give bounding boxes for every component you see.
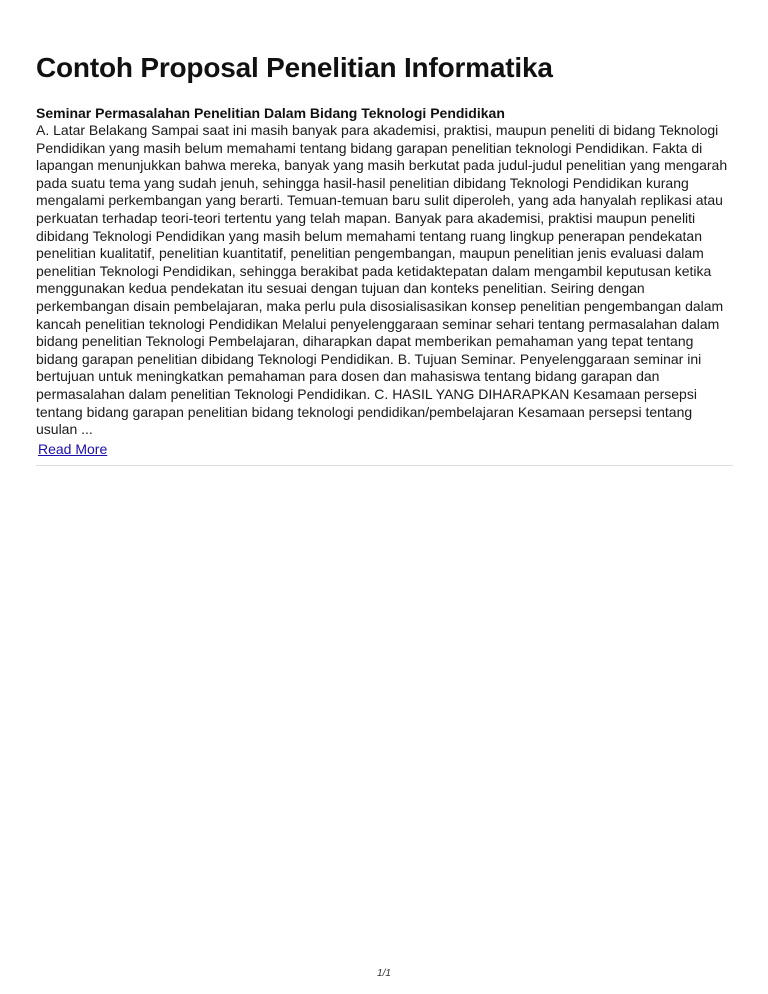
article-entry [36, 104, 733, 459]
article-divider [36, 465, 733, 466]
document-title: Contoh Proposal Penelitian Informatika [36, 52, 553, 83]
page-number: 1/1 [377, 968, 391, 979]
read-more-link[interactable]: Read More [38, 440, 108, 457]
article-body: A. Latar Belakang Sampai saat ini masih banyak para akademisi, praktisi, maupun peneliti di bidang Teknologi Pendidikan yang masih belum memahami tentang bidang garapan penelitian teknologi Pendidikan. Fakta di lapangan menunjukkan bahwa mereka, banyak yang masih berkutat pada judul-judul penelitian yang mengarah pada suatu tema yang sudah jenuh, sehingga hasil-hasil penelitian dibidang Teknologi Pendidikan kurang mengalami perkembangan yang berarti. Temuan-temuan baru sulit diperoleh, yang ada hanyalah replikasi atau perkuatan terhadap teori-teori tertentu yang telah mapan. Banyak para akademisi, praktisi maupun peneliti dibidang Teknologi Pendidikan yang masih belum memahami tentang ruang lingkup penerapan pendekatan penelitian kualitatif, penelitian kuantitatif, penelitian pengembangan, maupun penelitian jenis evaluasi dalam penelitian Teknologi Pendidikan, sehingga berakibat pada ketidaktepatan dalam mengambil keputusan ketika menggunakan kedua pendekatan itu sesuai dengan tujuan dan konteks penelitian. Seiring dengan perkembangan disain pembelajaran, maka perlu pula disosialisasikan konsep penelitian pengembangan dalam kancah penelitian teknologi Pendidikan Melalui penyelenggaraan seminar sehari tentang permasalahan dalam bidang penelitian Teknologi Pembelajaran, diharapkan dapat memberikan pemahaman yang tepat tentang bidang garapan penelitian dibidang Teknologi Pendidikan. B. Tujuan Seminar. Penyelenggaraan seminar ini bertujuan untuk meningkatkan pemahaman para dosen dan mahasiswa tentang bidang garapan dan permasalahan dalam penelitian Teknologi Pendidikan. C. HASIL YANG DIHARAPKAN Kesamaan persepsi tentang bidang garapan penelitian bidang teknologi pendidikan/pembelajaran Kesamaan persepsi tentang usulan ... [36, 122, 728, 438]
article-heading: Seminar Permasalahan Penelitian Dalam Bidang Teknologi Pendidikan [36, 105, 505, 121]
